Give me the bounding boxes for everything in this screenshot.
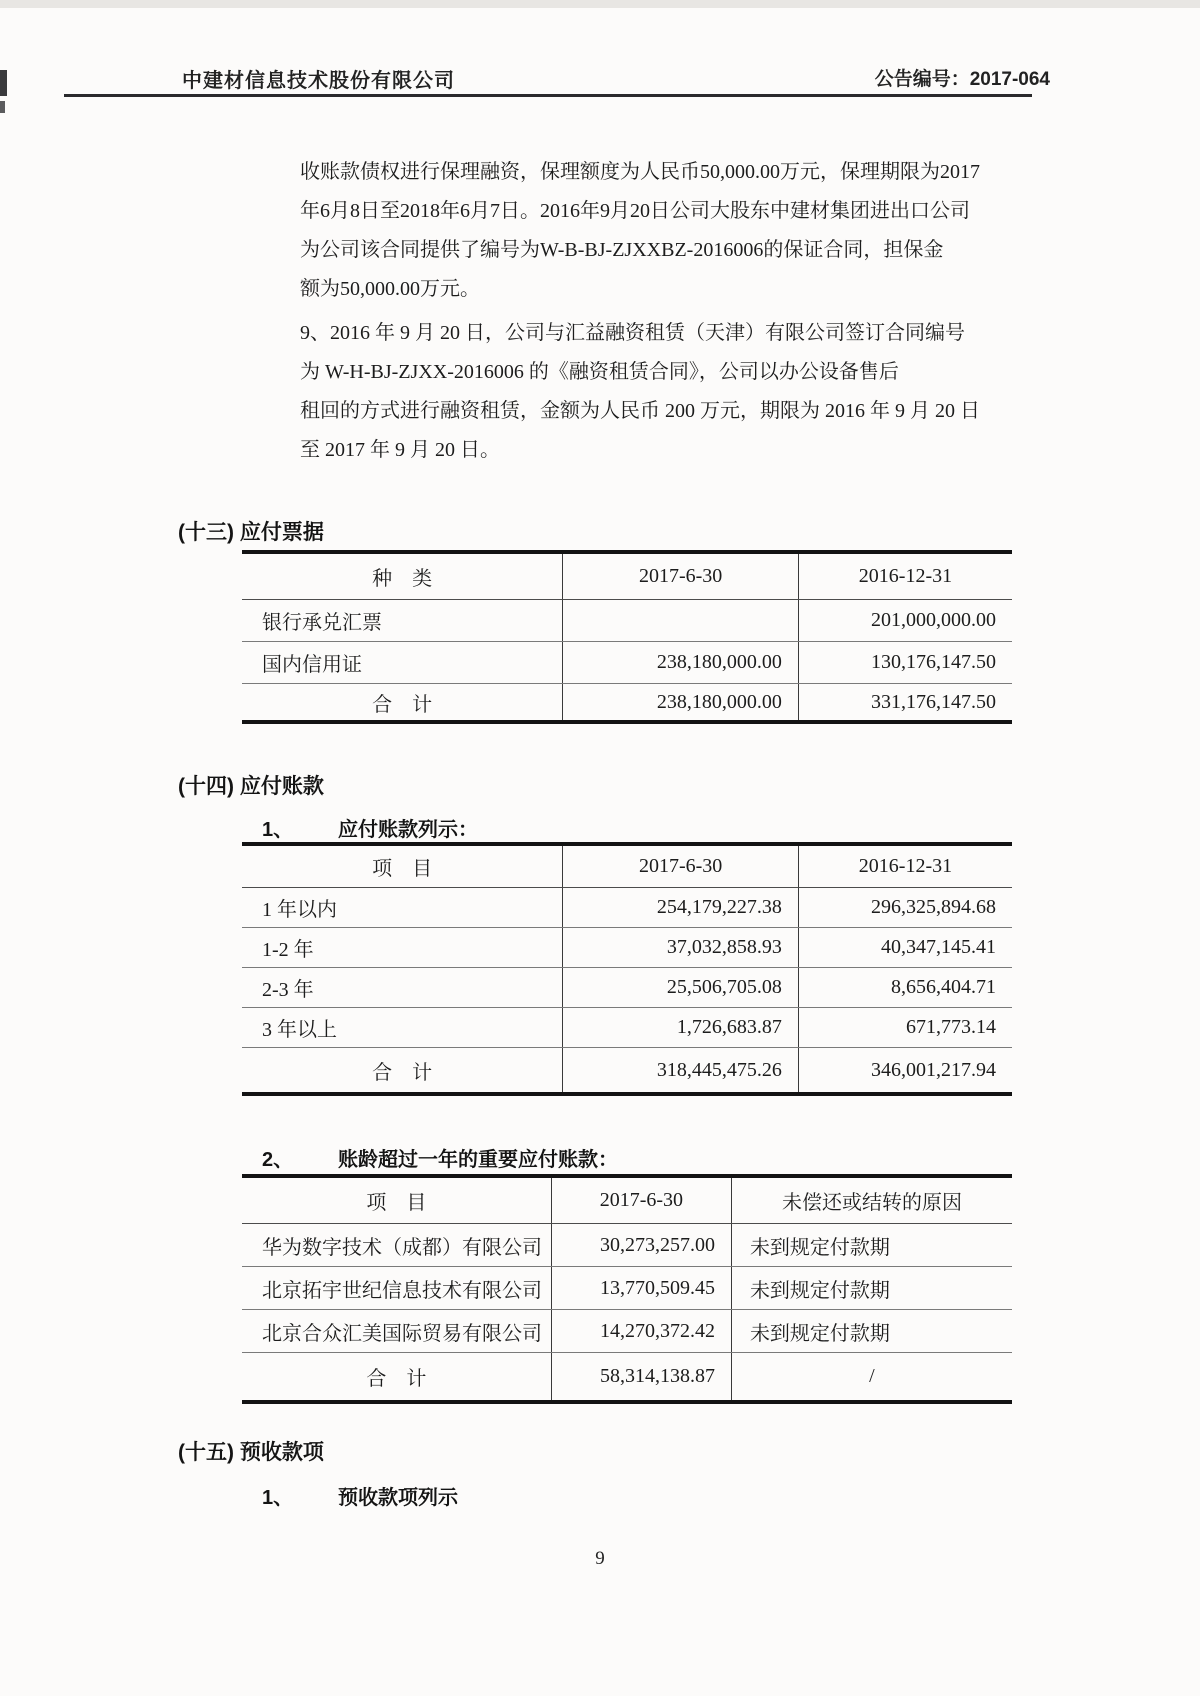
header-cell-2016: 2016-12-31 <box>798 846 1012 887</box>
paragraph-line: 年6月8日至2018年6月7日。2016年9月20日公司大股东中建材集团进出口公司 <box>300 200 970 222</box>
paragraph-factoring <box>300 153 992 309</box>
subsection-title: 账龄超过一年的重要应付账款： <box>338 1149 618 1171</box>
page-number: 9 <box>595 1548 605 1569</box>
section-13-heading: (十三) 应付票据 <box>178 521 324 544</box>
table-header-row <box>242 554 1012 600</box>
paragraph-line: 为 W-H-BJ-ZJXX-2016006 的《融资租赁合同》，公司以办公设备售后 <box>300 361 899 383</box>
paragraph-line: 收账款债权进行保理融资，保理额度为人民币50,000.00万元，保理期限为2017 <box>300 161 980 183</box>
row-value-amount: 13,770,509.45 <box>551 1267 731 1309</box>
subsection-number: 1、 <box>262 1487 294 1509</box>
table-row <box>242 642 1012 684</box>
total-label: 合 计 <box>366 1368 427 1390</box>
row-value-amount: 14,270,372.42 <box>551 1310 731 1352</box>
header-cell-type: 种 类 <box>372 568 433 590</box>
total-value-2017: 238,180,000.00 <box>562 684 798 720</box>
row-value-amount: 30,273,257.00 <box>551 1224 731 1266</box>
row-label: 国内信用证 <box>262 654 362 676</box>
row-value-2016: 130,176,147.50 <box>798 642 1012 683</box>
table-total-row <box>242 1048 1012 1092</box>
subsection-number: 1、 <box>262 819 294 841</box>
notes-payable-table <box>242 550 1012 724</box>
row-label: 银行承兑汇票 <box>262 612 382 634</box>
subsection-title: 预收款项列示 <box>338 1487 458 1509</box>
subsection-title: 应付账款列示： <box>338 819 478 841</box>
header-cell-2017: 2017-6-30 <box>562 554 798 599</box>
row-label: 北京拓宇世纪信息技术有限公司 <box>262 1279 542 1302</box>
subsection-advance-heading <box>262 1481 458 1510</box>
total-value-2017: 318,445,475.26 <box>562 1048 798 1092</box>
table-row <box>242 968 1012 1008</box>
section-15-heading: (十五) 预收款项 <box>178 1441 324 1464</box>
total-label: 合 计 <box>372 693 433 716</box>
row-label: 3 年以上 <box>262 1019 337 1041</box>
row-label: 华为数字技术（成都）有限公司 <box>262 1236 542 1259</box>
subsection-2-heading <box>262 1143 618 1172</box>
row-value-2017: 238,180,000.00 <box>562 642 798 683</box>
row-label: 1-2 年 <box>262 939 314 961</box>
row-value-2017 <box>562 600 798 641</box>
total-label: 合 计 <box>372 1061 433 1084</box>
paragraph-line: 额为50,000.00万元。 <box>300 278 480 300</box>
header-cell-reason: 未偿还或结转的原因 <box>731 1178 1012 1223</box>
table-total-row <box>242 684 1012 720</box>
scan-artifact-top-band <box>0 0 1200 8</box>
total-value-2016: 331,176,147.50 <box>798 684 1012 720</box>
scan-artifact-left-mark <box>0 70 7 96</box>
notice-number-value: 2017-064 <box>969 69 1050 90</box>
row-label: 北京合众汇美国际贸易有限公司 <box>262 1322 542 1345</box>
total-value-amount: 58,314,138.87 <box>551 1353 731 1400</box>
row-label: 1 年以内 <box>262 899 337 921</box>
row-value-2016: 8,656,404.71 <box>798 968 1012 1007</box>
row-value-2016: 40,347,145.41 <box>798 928 1012 967</box>
row-value-reason: 未到规定付款期 <box>731 1310 1012 1352</box>
paragraph-line: 至 2017 年 9 月 20 日。 <box>300 439 500 461</box>
table-total-row <box>242 1353 1012 1400</box>
subsection-1-heading <box>262 813 478 842</box>
subsection-number: 2、 <box>262 1149 294 1171</box>
row-label: 2-3 年 <box>262 979 314 1001</box>
table-row <box>242 928 1012 968</box>
paragraph-line: 为公司该合同提供了编号为W-B-BJ-ZJXXBZ-2016006的保证合同，担保金 <box>300 239 944 261</box>
table-row <box>242 1310 1012 1353</box>
accounts-payable-aging-table <box>242 842 1012 1096</box>
table-row <box>242 1267 1012 1310</box>
table-row <box>242 600 1012 642</box>
total-value-reason: / <box>731 1353 1012 1400</box>
company-name: 中建材信息技术股份有限公司 <box>182 70 455 92</box>
total-value-2016: 346,001,217.94 <box>798 1048 1012 1092</box>
row-value-reason: 未到规定付款期 <box>731 1267 1012 1309</box>
notice-number-label: 公告编号： <box>874 69 970 90</box>
table-row <box>242 1008 1012 1048</box>
table-row <box>242 888 1012 928</box>
important-payables-table <box>242 1174 1012 1404</box>
paragraph-lease <box>300 314 992 470</box>
notice-number <box>875 64 1050 91</box>
header-cell-2017: 2017-6-30 <box>562 846 798 887</box>
section-14-heading: (十四) 应付账款 <box>178 775 324 798</box>
row-value-reason: 未到规定付款期 <box>731 1224 1012 1266</box>
header-divider <box>64 94 1032 97</box>
header-cell-item: 项 目 <box>372 858 433 880</box>
table-header-row <box>242 1178 1012 1224</box>
paragraph-line: 租回的方式进行融资租赁，金额为人民币 200 万元，期限为 2016 年 9 月 20 日 <box>300 400 980 422</box>
header-cell-item: 项 目 <box>366 1192 427 1214</box>
scan-artifact-left-mark <box>0 101 5 113</box>
table-row <box>242 1224 1012 1267</box>
row-value-2016: 671,773.14 <box>798 1008 1012 1047</box>
table-header-row <box>242 846 1012 888</box>
header-cell-2017: 2017-6-30 <box>551 1178 731 1223</box>
row-value-2016: 201,000,000.00 <box>798 600 1012 641</box>
row-value-2017: 1,726,683.87 <box>562 1008 798 1047</box>
paragraph-line: 9、2016 年 9 月 20 日，公司与汇益融资租赁（天津）有限公司签订合同编号 <box>300 322 965 344</box>
row-value-2017: 254,179,227.38 <box>562 888 798 927</box>
row-value-2016: 296,325,894.68 <box>798 888 1012 927</box>
row-value-2017: 25,506,705.08 <box>562 968 798 1007</box>
header-cell-2016: 2016-12-31 <box>798 554 1012 599</box>
row-value-2017: 37,032,858.93 <box>562 928 798 967</box>
